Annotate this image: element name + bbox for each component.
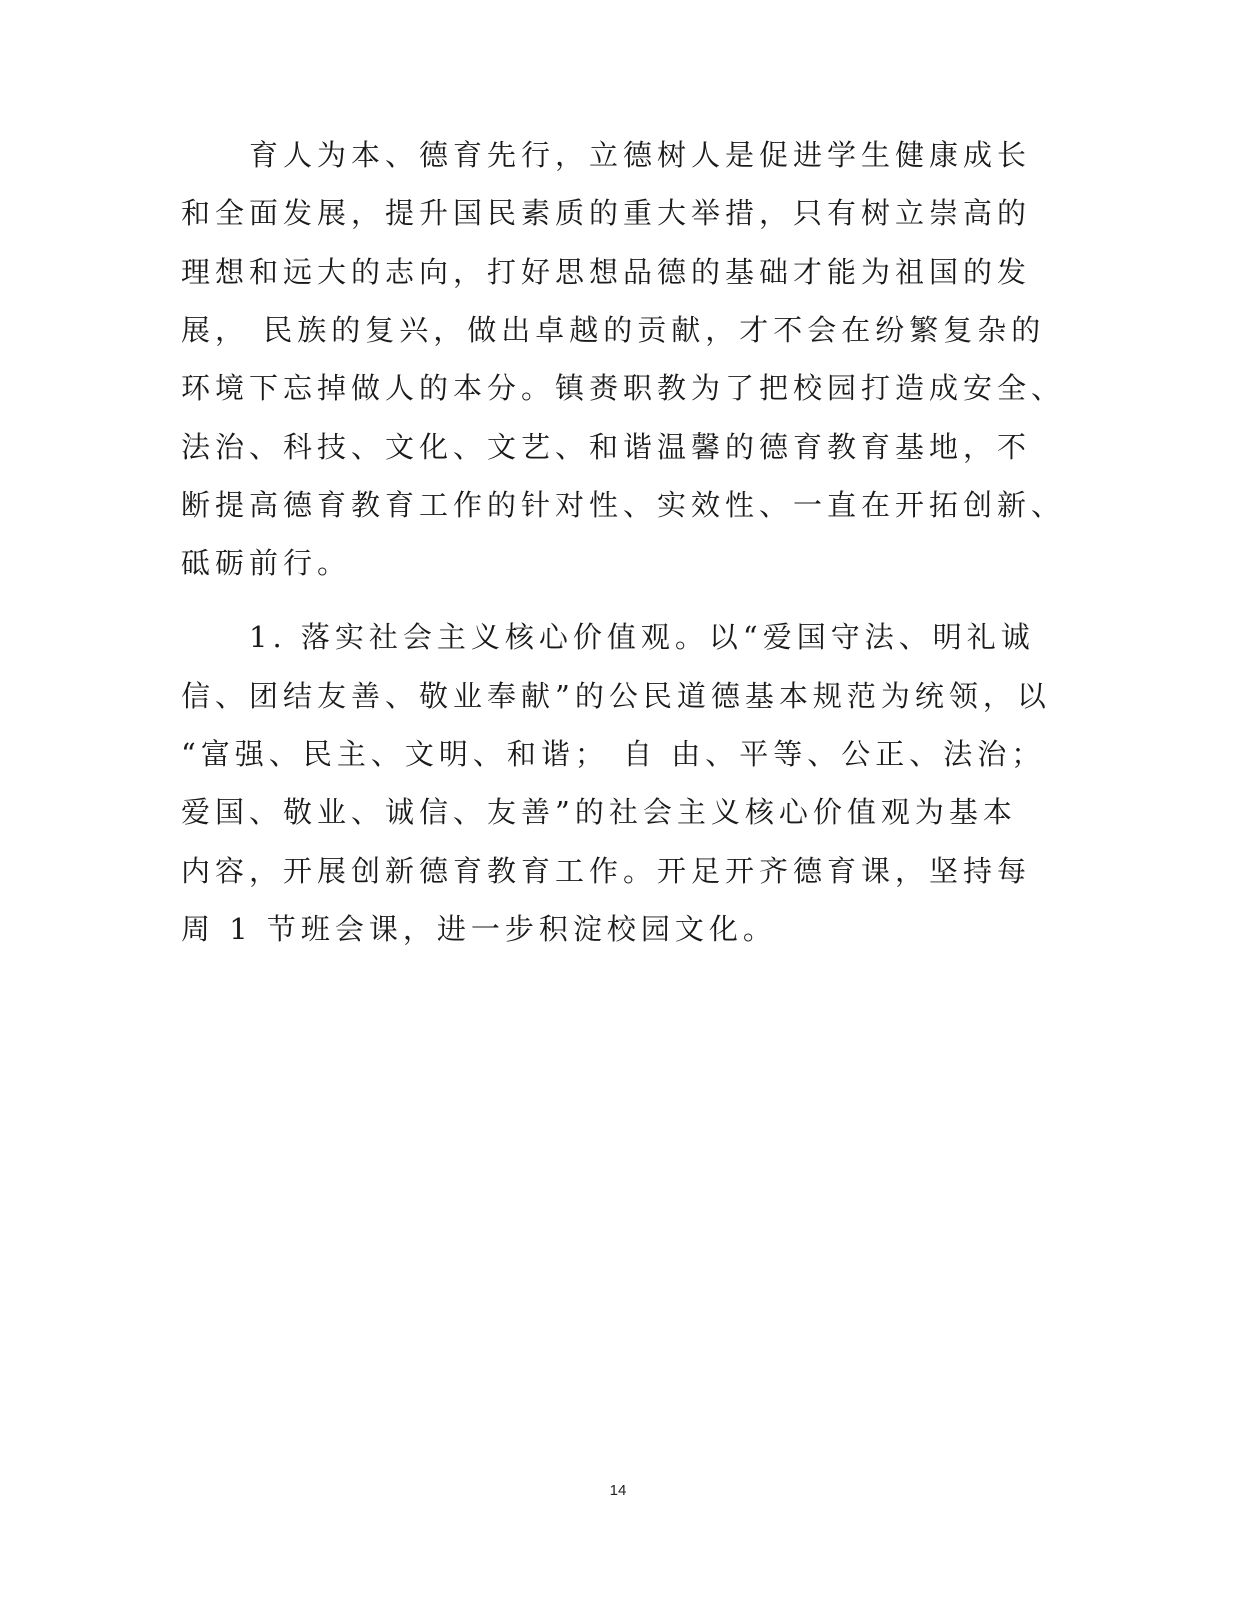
paragraph-line: 周 1 节班会课，进一步积淀校园文化。 (181, 912, 777, 946)
paragraph-line: 法治、科技、文化、文艺、和谐温馨的德育教育基地，不 (181, 430, 1032, 464)
paragraph-line: 断提高德育教育工作的针对性、实效性、一直在开拓创新、 (181, 488, 1066, 522)
paragraph-line: “富强、民主、文明、和谐； 自 由、平等、公正、法治； (181, 737, 1046, 771)
paragraph-line: 信、团结友善、敬业奉献”的公民道德基本规范为统领，以 (181, 679, 1051, 713)
paragraph-line: 砥砺前行。 (181, 546, 352, 580)
paragraph-line: 理想和远大的志向，打好思想品德的基础才能为祖国的发 (181, 255, 1032, 289)
paragraph-line: 内容，开展创新德育教育工作。开足开齐德育课，坚持每 (181, 854, 1032, 888)
paragraph-line: 和全面发展，提升国民素质的重大举措，只有树立崇高的 (181, 196, 1032, 230)
page-number: 14 (609, 1482, 627, 1499)
paragraph-line: 展， 民族的复兴，做出卓越的贡献，才不会在纷繁复杂的 (181, 313, 1046, 347)
paragraph-line: 1. 落实社会主义核心价值观。以“爱国守法、明礼诚 (181, 620, 1035, 654)
paragraph-line: 爱国、敬业、诚信、友善”的社会主义核心价值观为基本 (181, 795, 1017, 829)
paragraph-line: 育人为本、德育先行，立德树人是促进学生健康成长 (181, 138, 1032, 172)
paragraph-line: 环境下忘掉做人的本分。镇赉职教为了把校园打造成安全、 (181, 371, 1066, 405)
